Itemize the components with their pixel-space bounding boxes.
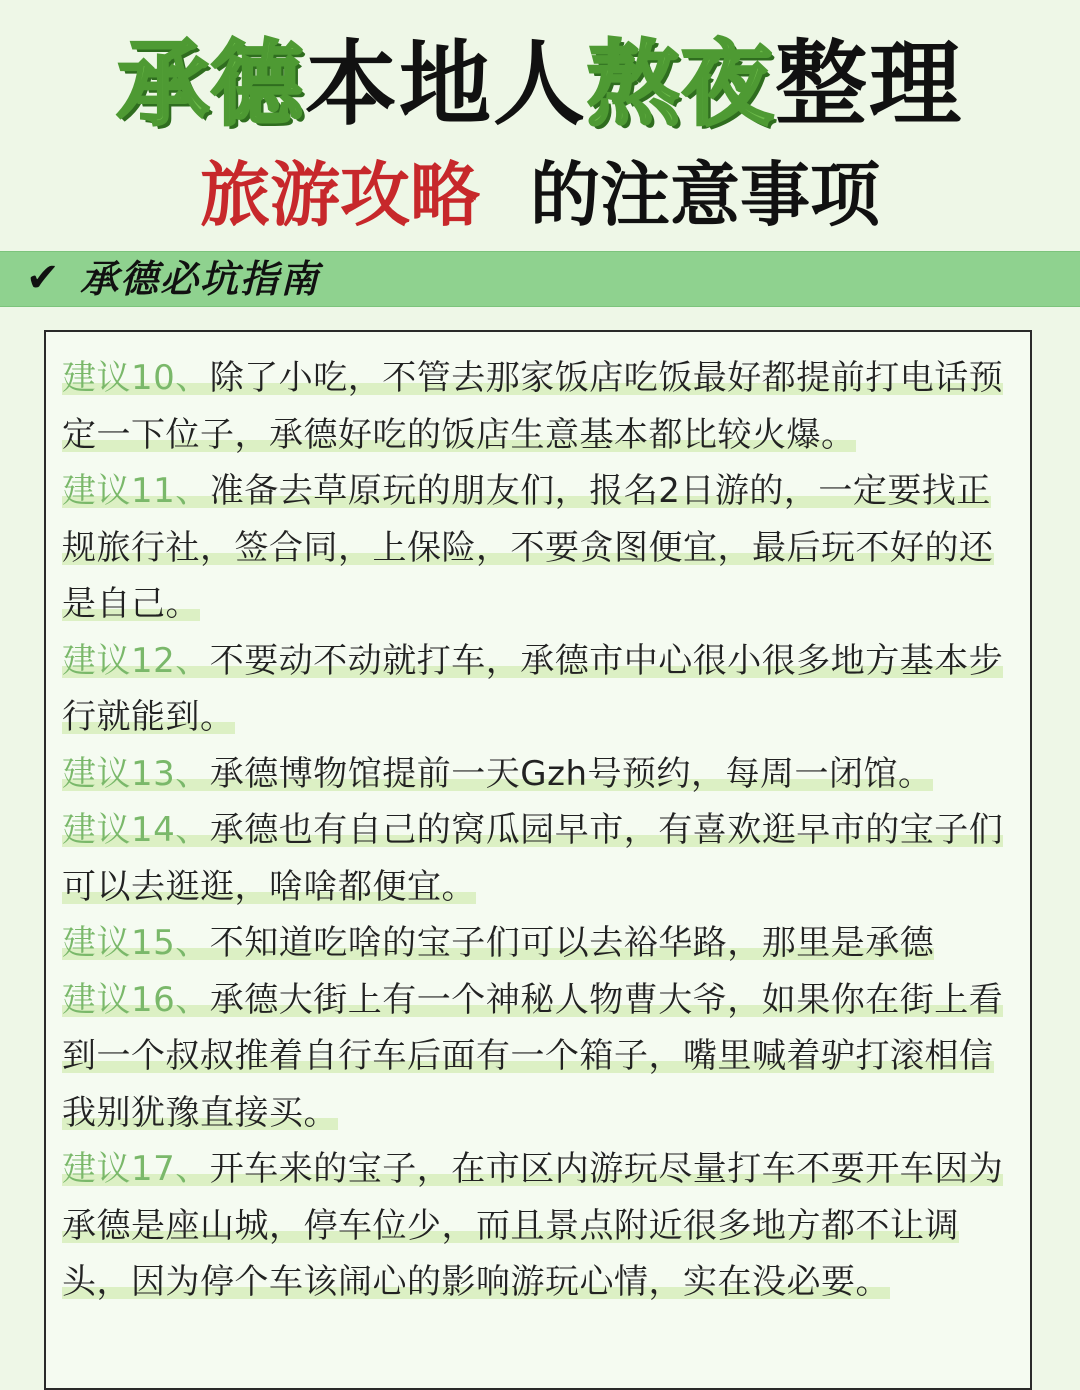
tip-highlight (62, 754, 933, 794)
tip-label: 建议13、 (62, 753, 210, 794)
tip-text: 承德大街上有一个神秘人物曹大爷，如果你在街上看到一个叔叔推着自行车后面有一个箱子，嘴里喊着驴打滚相信我别犹豫直接买。 (62, 979, 1004, 1133)
title-city: 承德 (116, 31, 305, 138)
tip-text: 除了小吃，不管去那家饭店吃饭最好都提前打电话预定一下位子，承德好吃的饭店生意基本都比较火爆。 (62, 358, 1004, 455)
tip-item (62, 746, 1022, 803)
tip-item (62, 1141, 1022, 1311)
tip-text: 承德也有自己的窝瓜园早市，有喜欢逛早市的宝子们可以去逛逛，啥啥都便宜。 (62, 810, 1004, 907)
section-header-band (0, 251, 1080, 307)
tip-label: 建议10、 (62, 358, 210, 398)
check-icon: ✔ (26, 255, 60, 301)
tip-highlight (62, 641, 1003, 738)
tip-text: 开车来的宝子，在市区内游玩尽量打车不要开车因为 承德是座山城，停车位少，而且景点附近很多地方都不让调头，因为停个车该闹心的影响游玩心情，实在没必要。 (62, 1149, 1004, 1302)
tip-item (62, 802, 1022, 915)
tip-highlight (62, 471, 994, 624)
tip-label: 建议17、 (62, 1149, 210, 1189)
tip-item (62, 463, 1022, 633)
tip-item (62, 633, 1022, 746)
tip-item (62, 350, 1022, 463)
tip-item (62, 972, 1022, 1142)
tip-highlight (62, 1149, 1003, 1302)
tip-highlight (62, 358, 1003, 455)
tip-label: 建议16、 (62, 979, 210, 1020)
section-title: 承德必坑指南 (80, 257, 321, 301)
tip-label: 建议14、 (62, 810, 210, 850)
tip-highlight (62, 980, 1003, 1133)
tips-box (44, 330, 1032, 1390)
tip-label: 建议12、 (62, 640, 210, 681)
tip-text: 准备去草原玩的朋友们，报名2日游的，一定要找正规旅行社，签合同，上保险，不要贪图便宜，最后玩不好的还是自己。 (62, 471, 994, 624)
title-line-1 (0, 30, 1080, 140)
tip-highlight (62, 923, 934, 963)
tip-highlight (62, 810, 1003, 907)
tip-text: 不要动不动就打车，承德市中心很小很多地方基本步行就能到。 (62, 640, 1004, 737)
tip-label: 建议15、 (62, 923, 210, 963)
tip-label: 建议11、 (62, 471, 210, 511)
title-compiled: 整理 (775, 31, 964, 138)
title-line-2 (0, 150, 1080, 240)
title-late-night: 熬夜 (587, 31, 776, 138)
tip-text: 不知道吃啥的宝子们可以去裕华路，那里是承德 (209, 923, 935, 963)
tip-text: 承德博物馆提前一天Gzh号预约，每周一闭馆。 (209, 753, 933, 794)
title-notes: 的注意事项 (530, 154, 880, 236)
title-locals: 本地人 (304, 31, 587, 138)
title-travel-guide: 旅游攻略 (200, 154, 480, 236)
tips-list (62, 350, 1022, 1311)
tip-item (62, 915, 1022, 972)
